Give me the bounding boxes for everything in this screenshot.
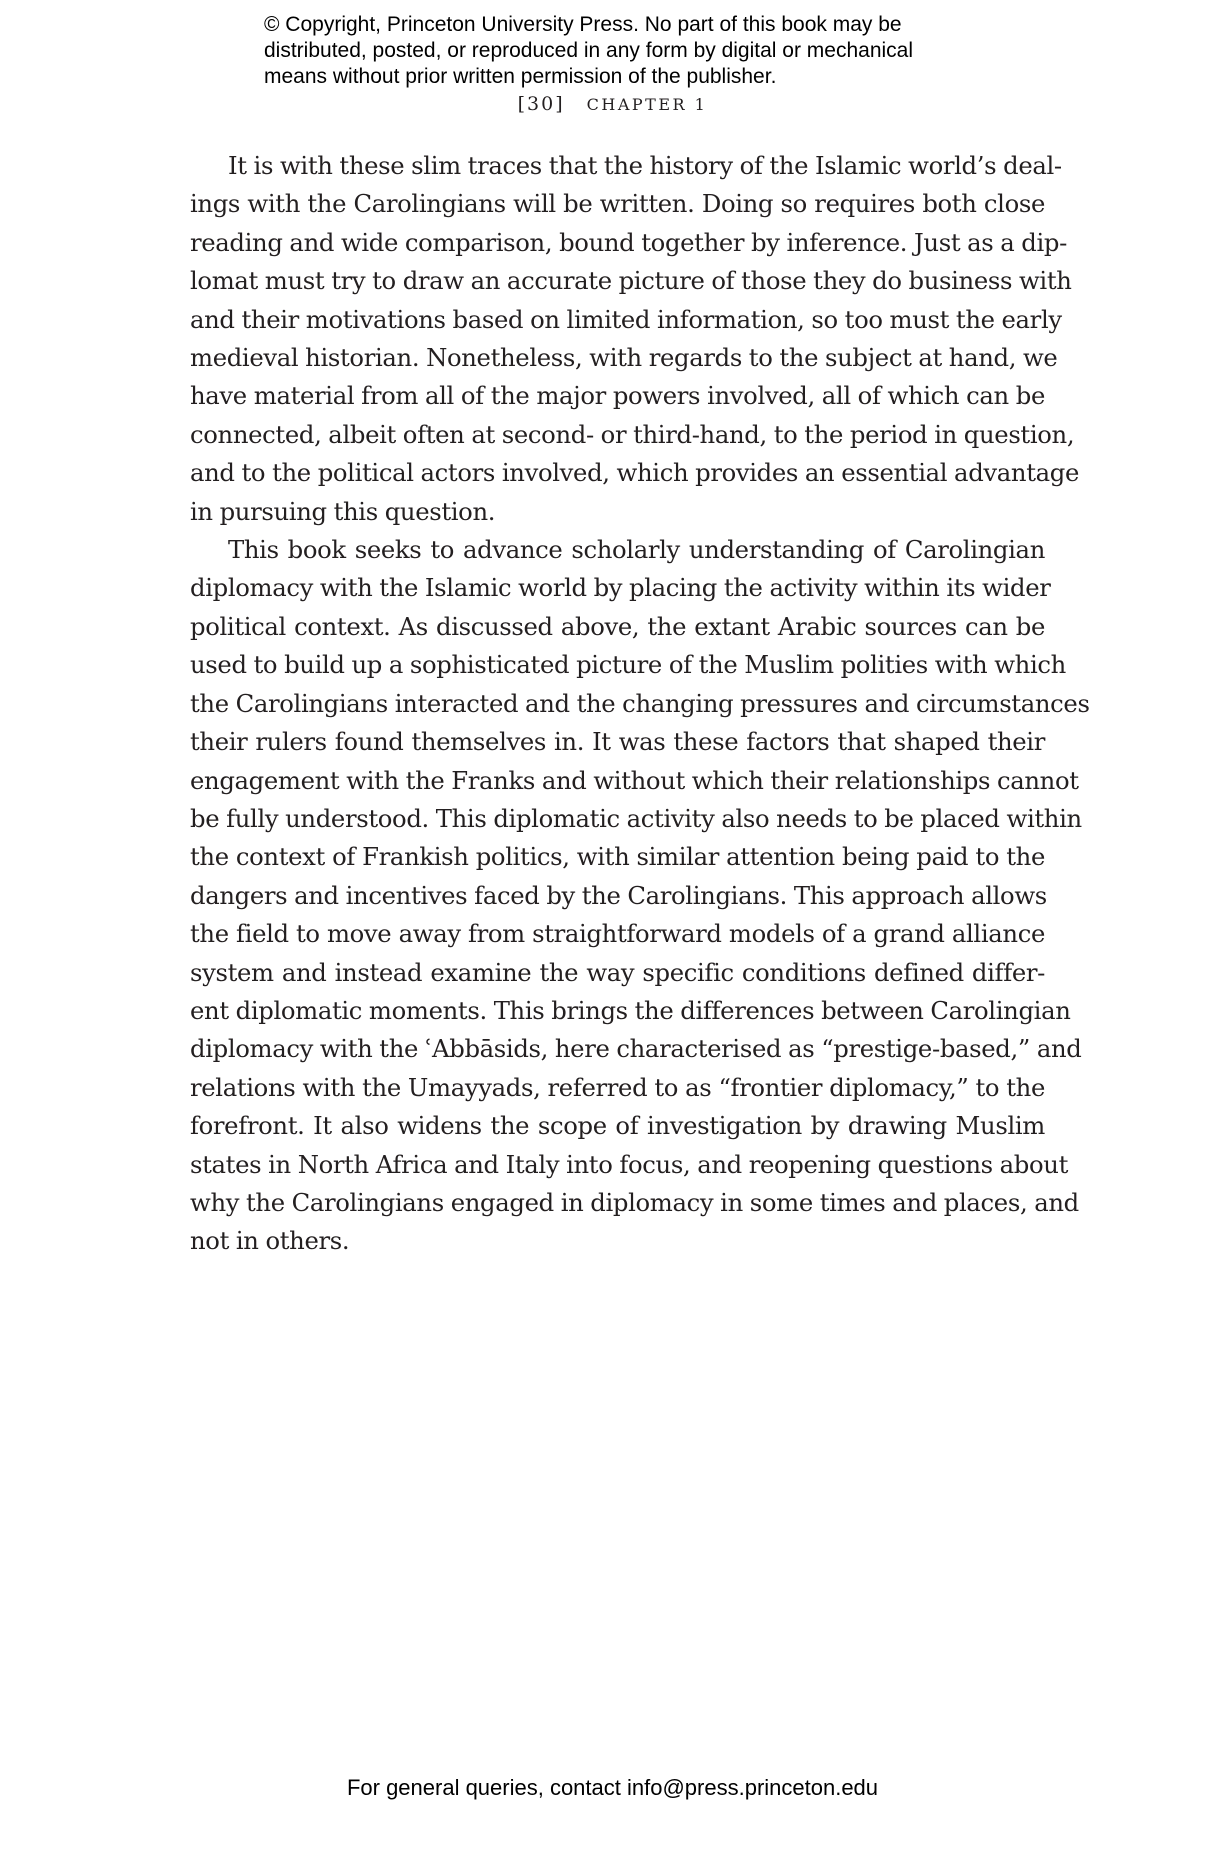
text-line: states in North Africa and Italy into focus, and reopening questions about <box>190 1149 1068 1179</box>
copyright-line: means without prior written permission of the publisher. <box>264 65 777 88</box>
text-line: This book seeks to advance scholarly understanding of Carolingian <box>228 535 1045 565</box>
page-number: [30] <box>517 93 565 115</box>
chapter-label: CHAPTER 1 <box>586 95 708 114</box>
text-line: and to the political actors involved, which provides an essential advantage <box>190 458 1079 488</box>
text-line: system and instead examine the way specific conditions defined differ- <box>190 957 1045 987</box>
text-line: forefront. It also widens the scope of investigation by drawing Muslim <box>190 1111 1045 1141</box>
text-line: the context of Frankish politics, with similar attention being paid to the <box>190 842 1045 872</box>
text-line: medieval historian. Nonetheless, with regards to the subject at hand, we <box>190 343 1058 373</box>
text-line: lomat must try to draw an accurate picture of those they do business with <box>190 266 1072 296</box>
text-line: ings with the Carolingians will be written. Doing so requires both close <box>190 189 1045 219</box>
text-line: connected, albeit often at second- or third-hand, to the period in question, <box>190 419 1075 449</box>
text-line: used to build up a sophisticated picture of the Muslim polities with which <box>190 650 1066 680</box>
text-line: why the Carolingians engaged in diplomacy in some times and places, and <box>190 1187 1079 1217</box>
text-line: have material from all of the major powers involved, all of which can be <box>190 381 1045 411</box>
text-line: It is with these slim traces that the history of the Islamic world’s deal- <box>228 151 1062 180</box>
paragraph <box>190 531 1090 1261</box>
text-line: be fully understood. This diplomatic activity also needs to be placed within <box>190 803 1082 833</box>
copyright-line: © Copyright, Princeton University Press. No part of this book may be <box>264 13 902 36</box>
copyright-notice <box>264 12 1024 90</box>
paragraph <box>190 147 1079 531</box>
text-line: the field to move away from straightforward models of a grand alliance <box>190 919 1045 949</box>
text-line: diplomacy with the Islamic world by placing the activity within its wider <box>190 573 1051 603</box>
running-head <box>0 93 1225 115</box>
text-line: reading and wide comparison, bound together by inference. Just as a dip- <box>190 227 1067 257</box>
text-line: the Carolingians interacted and the changing pressures and circumstances <box>190 688 1090 718</box>
text-line: diplomacy with the ʿAbbāsids, here characterised as “prestige-based,” and <box>190 1034 1082 1064</box>
text-line: in pursuing this question. <box>190 496 496 526</box>
text-line: and their motivations based on limited information, so too must the early <box>190 304 1062 334</box>
text-line: relations with the Umayyads, referred to as “frontier diplomacy,” to the <box>190 1072 1045 1102</box>
text-line: dangers and incentives faced by the Carolingians. This approach allows <box>190 880 1047 910</box>
text-line: not in others. <box>190 1226 350 1256</box>
copyright-line: distributed, posted, or reproduced in any form by digital or mechanical <box>264 39 914 62</box>
text-line: their rulers found themselves in. It was these factors that shaped their <box>190 727 1045 757</box>
footer-contact: For general queries, contact info@press.princeton.edu <box>346 1775 879 1800</box>
body-text <box>190 147 1090 1261</box>
text-line: political context. As discussed above, the extant Arabic sources can be <box>190 611 1045 641</box>
text-line: engagement with the Franks and without which their relationships cannot <box>190 765 1079 795</box>
text-line: ent diplomatic moments. This brings the differences between Carolingian <box>190 995 1071 1025</box>
